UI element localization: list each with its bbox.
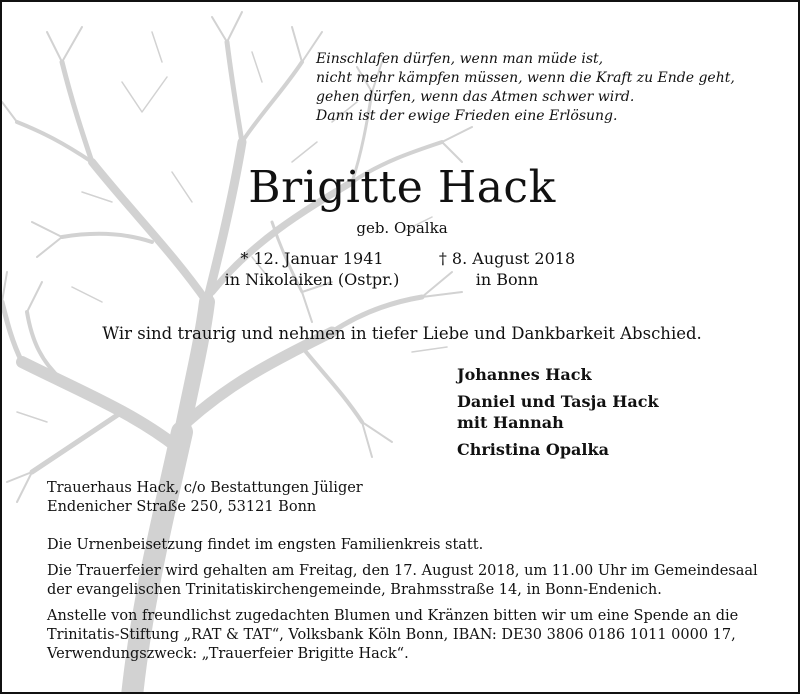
death-info xyxy=(422,248,592,290)
service-notice xyxy=(47,562,758,600)
birth-info xyxy=(207,248,417,290)
donation-line: Verwendungszweck: „Trauerfeier Brigitte Hack“. xyxy=(47,646,409,662)
mourners-list xyxy=(457,364,659,466)
mourner-name: Daniel und Tasja Hack xyxy=(457,392,659,411)
service-line: der evangelischen Trinitatiskirchengemeinde, Brahmsstraße 14, in Bonn-Endenich. xyxy=(47,582,662,598)
burial-notice: Die Urnenbeisetzung findet im engsten Familienkreis statt. xyxy=(47,537,484,553)
service-line: Die Trauerfeier wird gehalten am Freitag, den 17. August 2018, um 11.00 Uhr im Gemeindesaal xyxy=(47,563,758,579)
poem-line: Einschlafen dürfen, wenn man müde ist, xyxy=(316,51,604,67)
mourner-name: Johannes Hack xyxy=(457,365,592,384)
deceased-name: Brigitte Hack xyxy=(248,162,556,213)
death-place: in Bonn xyxy=(475,270,539,289)
donation-line: Anstelle von freundlichst zugedachten Blumen und Kränzen bitten wir um eine Spende an die xyxy=(47,608,739,624)
address-block xyxy=(47,479,363,517)
birth-name: geb. Opalka xyxy=(356,219,448,237)
mourner xyxy=(457,391,659,433)
mourner-name: Christina Opalka xyxy=(457,440,609,459)
mourner xyxy=(457,439,659,460)
mourner-name: mit Hannah xyxy=(457,413,564,432)
poem-line: nicht mehr kämpfen müssen, wenn die Kraft zu Ende geht, xyxy=(316,70,735,86)
donation-line: Trinitatis-Stiftung „RAT & TAT“, Volksbank Köln Bonn, IBAN: DE30 3806 0186 1011 0000 17, xyxy=(47,627,736,643)
mourner xyxy=(457,364,659,385)
farewell-text: Wir sind traurig und nehmen in tiefer Liebe und Dankbarkeit Abschied. xyxy=(102,324,702,343)
death-date: † 8. August 2018 xyxy=(438,249,576,268)
donation-notice xyxy=(47,607,738,664)
address-line: Trauerhaus Hack, c/o Bestattungen Jüliger xyxy=(47,480,363,496)
poem-line: Dann ist der ewige Frieden eine Erlösung. xyxy=(316,108,618,124)
address-line: Endenicher Straße 250, 53121 Bonn xyxy=(47,499,317,515)
birth-place: in Nikolaiken (Ostpr.) xyxy=(224,270,400,289)
poem-line: gehen dürfen, wenn das Atmen schwer wird. xyxy=(316,89,635,105)
birth-date: * 12. Januar 1941 xyxy=(240,249,384,268)
poem xyxy=(316,50,735,126)
